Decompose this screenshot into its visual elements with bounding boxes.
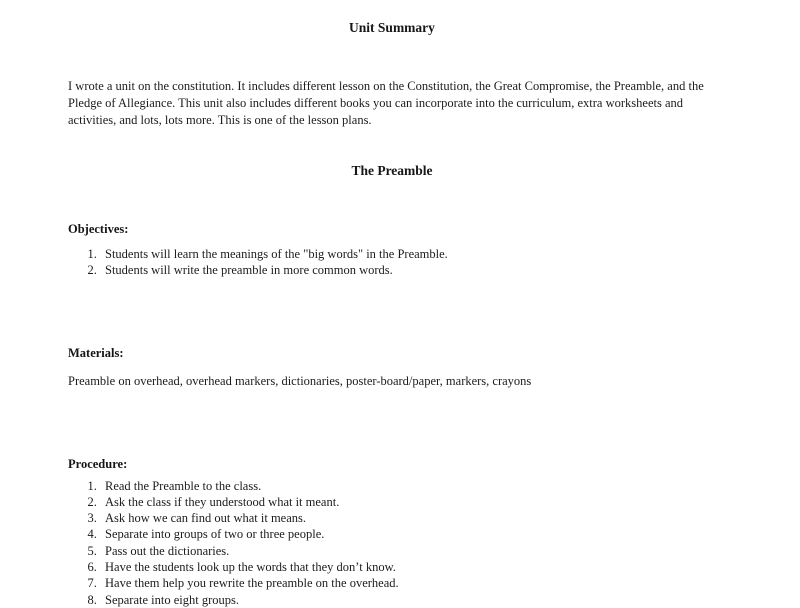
list-item: 8. Separate into eight groups. — [100, 592, 716, 608]
list-item: 7. Have them help you rewrite the preamble on the overhead. — [100, 575, 716, 591]
list-item: 5. Pass out the dictionaries. — [100, 543, 716, 559]
procedure-list — [68, 478, 716, 608]
unit-summary-paragraph: I wrote a unit on the constitution. It includes different lesson on the Constitution, the Great Compromise, the Preamble, and the Pledge of Allegiance. This unit also includes different books you can incorporate into the curriculum, extra worksheets and activities, and lots, lots more. This is one of the lesson plans. — [68, 79, 704, 127]
procedure-heading: Procedure: — [68, 456, 128, 471]
list-item: 1. Students will learn the meanings of the "big words" in the Preamble. — [100, 246, 716, 262]
list-item: 2. Students will write the preamble in more common words. — [100, 262, 716, 278]
objectives-heading: Objectives: — [68, 222, 129, 236]
materials-heading: Materials: — [68, 345, 124, 360]
materials-text: Preamble on overhead, overhead markers, dictionaries, poster-board/paper, markers, crayons — [68, 373, 532, 388]
list-item: 6. Have the students look up the words that they don’t know. — [100, 559, 716, 575]
unit-summary-title: Unit Summary — [349, 20, 435, 35]
list-item: 1. Read the Preamble to the class. — [100, 478, 716, 494]
list-item: 2. Ask the class if they understood what it meant. — [100, 494, 716, 510]
objectives-list — [68, 246, 716, 279]
list-item: 4. Separate into groups of two or three people. — [100, 526, 716, 542]
list-item: 3. Ask how we can find out what it means. — [100, 510, 716, 526]
lesson-title: The Preamble — [351, 163, 433, 178]
